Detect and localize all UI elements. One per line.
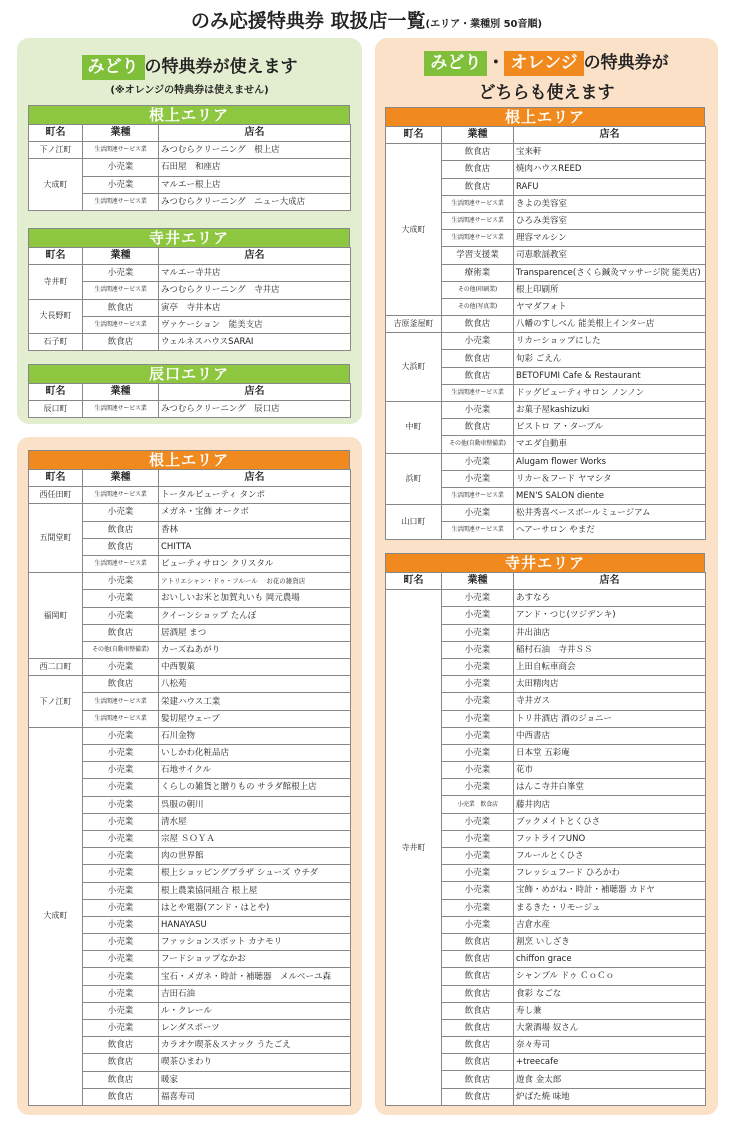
shop-cell: 日本堂 五彩庵 (514, 744, 706, 761)
shop-cell: 根上農業協同組合 根上屋 (159, 882, 351, 899)
type-cell: 療術業 (442, 264, 514, 281)
shop-cell: 藤井肉店 (514, 796, 706, 813)
shop-cell: 居酒屋 まつ (159, 624, 351, 641)
type-cell: 生活関連サービス業 (442, 384, 514, 401)
col-type: 業種 (83, 248, 159, 265)
type-cell: 小売業 (83, 762, 159, 779)
type-cell: 小売業 (442, 590, 514, 607)
type-cell: 小売業 (83, 573, 159, 590)
area-header: 寺井エリア (28, 228, 350, 247)
type-cell: 生活関連サービス業 (83, 282, 159, 299)
shop-cell: MEN'S SALON diente (514, 487, 706, 504)
shop-cell: お菓子屋kashizuki (514, 402, 706, 419)
shop-cell: リカーショップにした (514, 333, 706, 350)
shop-cell: 奈々寿司 (514, 1037, 706, 1054)
shop-cell: トリ井酒店 酒のジョニー (514, 710, 706, 727)
shop-cell: 福喜寿司 (159, 1088, 351, 1105)
shop-cell: 八幡のすしべん 能美根上インター店 (514, 316, 706, 333)
table-row (29, 333, 351, 350)
town-cell: 西二口町 (29, 659, 83, 676)
col-town: 町名 (386, 127, 442, 144)
type-cell: 小売業 (442, 848, 514, 865)
type-cell: 小売業 (442, 779, 514, 796)
shop-cell: 遊食 金太郎 (514, 1071, 706, 1088)
col-shop: 店名 (159, 248, 351, 265)
shop-cell: 呉服の朝川 (159, 796, 351, 813)
type-cell: 飲食店 (442, 350, 514, 367)
shop-cell: 割烹 いしざき (514, 933, 706, 950)
area-header: 辰口エリア (28, 364, 350, 383)
type-cell: 生活関連サービス業 (83, 401, 159, 418)
type-cell: 小売業 飲食店 (442, 796, 514, 813)
type-cell: 飲食店 (442, 985, 514, 1002)
shop-cell: 稲村石油 寺井ＳＳ (514, 641, 706, 658)
shop-sub: お花の雑貨店 (266, 577, 306, 586)
type-cell: その他(自動車整備業) (442, 436, 514, 453)
shop-cell: ドッグビューティサロン ノンノン (514, 384, 706, 401)
shop-cell: Alugam flower Works (514, 453, 706, 470)
shop-cell: マルエー寺井店 (159, 265, 351, 282)
type-cell: 小売業 (442, 333, 514, 350)
shop-cell: 八松苑 (159, 676, 351, 693)
shop-cell: 喫茶ひまわり (159, 1054, 351, 1071)
shop-cell: 石川金物 (159, 727, 351, 744)
type-cell: 飲食店 (442, 1054, 514, 1071)
type-cell: 小売業 (442, 607, 514, 624)
town-cell: 大成町 (29, 727, 83, 1105)
table-row (29, 573, 351, 590)
town-cell: 石子町 (29, 333, 83, 350)
shop-cell: ヴァケーション 能美支店 (159, 316, 351, 333)
shop-cell: 寺井ガス (514, 693, 706, 710)
col-shop: 店名 (514, 573, 706, 590)
type-cell: その他(印刷業) (442, 281, 514, 298)
both-tag-green: みどり (424, 51, 487, 76)
both-heading-text1: の特典券が (583, 53, 669, 73)
col-type: 業種 (83, 125, 159, 142)
town-cell: 下ノ江町 (29, 676, 83, 728)
area-header: 寺井エリア (385, 553, 705, 572)
type-cell: 飲食店 (442, 178, 514, 195)
shop-cell: 中西書店 (514, 727, 706, 744)
type-cell: 生活関連サービス業 (83, 555, 159, 572)
table-row (29, 142, 351, 159)
table-row (29, 504, 351, 521)
shop-cell: リカー＆フード ヤマシタ (514, 470, 706, 487)
type-cell: 飲食店 (442, 951, 514, 968)
shop-cell: 司恵歌謡教室 (514, 247, 706, 264)
shop-cell: ヤマダフォト (514, 298, 706, 315)
shop-cell: まるきた・リモージュ (514, 899, 706, 916)
shop-cell: クイーンショップ たんぼ (159, 607, 351, 624)
table-row (29, 265, 351, 282)
shop-cell: +treecafe (514, 1054, 706, 1071)
both-heading-text2: どちらも使えます (478, 83, 615, 103)
town-cell: 大浜町 (386, 333, 442, 402)
type-cell: 小売業 (83, 830, 159, 847)
shop-cell: マエダ自動車 (514, 436, 706, 453)
type-cell: 小売業 (442, 865, 514, 882)
green-note: (※オレンジの特典券は使えません) (110, 85, 269, 96)
type-cell: 生活関連サービス業 (442, 487, 514, 504)
col-shop: 店名 (159, 125, 351, 142)
area-header: 根上エリア (385, 107, 705, 126)
col-type: 業種 (83, 384, 159, 401)
shop-cell: 吉田石油 (159, 985, 351, 1002)
type-cell: 小売業 (442, 470, 514, 487)
shop-cell: ヘアーサロン やまだ (514, 522, 706, 539)
title-text: のみ応援特典券 取扱店一覧 (190, 10, 426, 32)
town-cell: 浜町 (386, 453, 442, 505)
shop-cell: いしかわ化粧品店 (159, 745, 351, 762)
table-row (29, 487, 351, 504)
shop-cell: はんこ寺井白峯堂 (514, 779, 706, 796)
type-cell: 飲食店 (83, 1037, 159, 1054)
type-cell: 飲食店 (442, 1037, 514, 1054)
town-cell: 寺井町 (29, 265, 83, 299)
shop-cell: フットライフUNO (514, 830, 706, 847)
type-cell: 飲食店 (442, 1002, 514, 1019)
type-cell: 小売業 (442, 658, 514, 675)
shop-cell: 宗屋 ＳＯＹＡ (159, 830, 351, 847)
shop-cell: 上田自転車商会 (514, 658, 706, 675)
type-cell: 生活関連サービス業 (83, 142, 159, 159)
shop-cell: 根上ショッピングプラザ シューズ ウチダ (159, 865, 351, 882)
type-cell: 飲食店 (83, 521, 159, 538)
col-type: 業種 (83, 470, 159, 487)
page-title (0, 6, 733, 33)
type-cell: 飲食店 (442, 933, 514, 950)
shop-cell: 根上印刷所 (514, 281, 706, 298)
col-town: 町名 (29, 248, 83, 265)
both-sep: ・ (487, 53, 505, 73)
shop-cell: 寅亭 寺井本店 (159, 299, 351, 316)
col-town: 町名 (29, 384, 83, 401)
table-row (386, 316, 706, 333)
type-cell: 飲食店 (83, 624, 159, 641)
type-cell: 小売業 (83, 779, 159, 796)
col-type: 業種 (442, 127, 514, 144)
shop-cell: きよの美容室 (514, 195, 706, 212)
shop-cell: 清水屋 (159, 813, 351, 830)
shop-name: アトリエシャン・ドゥ・フルール (161, 577, 258, 586)
type-cell: 小売業 (442, 813, 514, 830)
shop-cell: カラオケ喫茶＆スナック うたごえ (159, 1037, 351, 1054)
shop-cell: みつむらクリーニング ニュー大成店 (159, 193, 351, 210)
town-cell: 吉原釜屋町 (386, 316, 442, 333)
type-cell: 飲食店 (83, 333, 159, 350)
shop-cell: 栄建ハウス工業 (159, 693, 351, 710)
shop-cell: 太田精肉店 (514, 676, 706, 693)
shop-cell (159, 573, 351, 590)
shop-cell: 焼肉ハウスREED (514, 161, 706, 178)
shop-cell: フルールとくひさ (514, 848, 706, 865)
both-terai-table (385, 553, 705, 1106)
type-cell: 小売業 (83, 745, 159, 762)
shop-cell: 暖家 (159, 1071, 351, 1088)
type-cell: 小売業 (442, 505, 514, 522)
type-cell: 小売業 (83, 865, 159, 882)
shop-cell: カーズねあがり (159, 641, 351, 658)
type-cell: 小売業 (83, 727, 159, 744)
town-cell: 大成町 (386, 144, 442, 316)
shop-cell: フレッシュフード ひろかわ (514, 865, 706, 882)
type-cell: 小売業 (442, 710, 514, 727)
type-cell: 小売業 (83, 796, 159, 813)
shop-cell: ひろみ美容室 (514, 212, 706, 229)
type-cell: 小売業 (442, 744, 514, 761)
table-row (386, 590, 706, 607)
table-row (386, 402, 706, 419)
type-cell: 小売業 (83, 882, 159, 899)
town-cell: 五間堂町 (29, 504, 83, 573)
type-cell: 小売業 (83, 848, 159, 865)
shop-cell: 宝石・メガネ・時計・補聴器 メルベーユ森 (159, 968, 351, 985)
table-row (386, 505, 706, 522)
type-cell: 飲食店 (442, 144, 514, 161)
type-cell: 飲食店 (442, 161, 514, 178)
shop-cell: 吉倉水産 (514, 916, 706, 933)
type-cell: 生活関連サービス業 (442, 212, 514, 229)
shop-cell: メガネ・宝飾 オークボ (159, 504, 351, 521)
shop-cell: みつむらクリーニング 寺井店 (159, 282, 351, 299)
type-cell: 小売業 (83, 985, 159, 1002)
type-cell: 生活関連サービス業 (83, 487, 159, 504)
type-cell: 飲食店 (442, 968, 514, 985)
shop-cell: みつむらクリーニング 根上店 (159, 142, 351, 159)
shop-cell: 大衆酒場 奴さん (514, 1019, 706, 1036)
type-cell: 生活関連サービス業 (442, 522, 514, 539)
town-cell: 大長野町 (29, 299, 83, 333)
shop-cell: 井出油店 (514, 624, 706, 641)
shop-cell: Transparence(さくら鍼灸マッサージ院 能美店) (514, 264, 706, 281)
type-cell: 小売業 (83, 659, 159, 676)
type-cell: 小売業 (83, 607, 159, 624)
shop-cell: ブックメイトとくひさ (514, 813, 706, 830)
type-cell: 小売業 (83, 159, 159, 176)
area-header: 根上エリア (28, 450, 350, 469)
col-town: 町名 (29, 470, 83, 487)
shop-cell: 石地サイクル (159, 762, 351, 779)
type-cell: 小売業 (442, 693, 514, 710)
type-cell: 小売業 (83, 813, 159, 830)
shop-cell: BETOFUMI Cafe & Restaurant (514, 367, 706, 384)
type-cell: 小売業 (442, 916, 514, 933)
type-cell: 飲食店 (442, 1088, 514, 1105)
table-row (29, 659, 351, 676)
table-row (386, 453, 706, 470)
town-cell: 大成町 (29, 159, 83, 211)
type-cell: 飲食店 (83, 299, 159, 316)
green-tag: みどり (82, 55, 145, 80)
shop-cell: 旬彩 ごえん (514, 350, 706, 367)
both-nezu-table (385, 107, 705, 540)
shop-cell: RAFU (514, 178, 706, 195)
town-cell: 西任田町 (29, 487, 83, 504)
type-cell: 小売業 (442, 762, 514, 779)
type-cell: 生活関連サービス業 (442, 195, 514, 212)
shop-cell: フードショップなかお (159, 951, 351, 968)
shop-cell: 理容マルシン (514, 230, 706, 247)
type-cell: 生活関連サービス業 (83, 710, 159, 727)
shop-cell: ファッションスポット カナモリ (159, 934, 351, 951)
town-cell: 下ノ江町 (29, 142, 83, 159)
shop-cell: ル・クレール (159, 1002, 351, 1019)
town-cell: 山口町 (386, 505, 442, 539)
type-cell: 小売業 (83, 1002, 159, 1019)
type-cell: 小売業 (83, 968, 159, 985)
col-shop: 店名 (514, 127, 706, 144)
shop-cell: おいしいお米と加賀丸いも 岡元農場 (159, 590, 351, 607)
type-cell: 飲食店 (442, 316, 514, 333)
both-heading (375, 48, 718, 76)
shop-cell: みつむらクリーニング 辰口店 (159, 401, 351, 418)
type-cell: 小売業 (83, 176, 159, 193)
type-cell: 小売業 (442, 453, 514, 470)
type-cell: 小売業 (442, 402, 514, 419)
shop-cell: HANAYASU (159, 916, 351, 933)
col-shop: 店名 (159, 384, 351, 401)
orange-nezu-table (28, 450, 350, 1106)
type-cell: 小売業 (83, 916, 159, 933)
type-cell: 生活関連サービス業 (83, 693, 159, 710)
shop-cell: くらしの雑貨と贈りもの サラダ館根上店 (159, 779, 351, 796)
type-cell: 小売業 (83, 934, 159, 951)
type-cell: 小売業 (442, 830, 514, 847)
table-row (29, 401, 351, 418)
type-cell: 飲食店 (442, 1071, 514, 1088)
green-terai-table (28, 228, 350, 351)
type-cell: 飲食店 (83, 1071, 159, 1088)
town-cell: 寺井町 (386, 590, 442, 1106)
shop-cell: レンダスポーツ (159, 1020, 351, 1037)
col-town: 町名 (29, 125, 83, 142)
type-cell: 小売業 (442, 624, 514, 641)
town-cell: 辰口町 (29, 401, 83, 418)
type-cell: 飲食店 (442, 367, 514, 384)
shop-cell: CHITTA (159, 538, 351, 555)
shop-cell: 宝飾・めがね・時計・補聴器 カドヤ (514, 882, 706, 899)
both-tag-orange: オレンジ (504, 51, 583, 76)
type-cell: 生活関連サービス業 (83, 316, 159, 333)
shop-cell: はとや電器(アンド・はとや) (159, 899, 351, 916)
type-cell: 小売業 (83, 951, 159, 968)
shop-cell: 香林 (159, 521, 351, 538)
green-heading-text: の特典券が使えます (144, 57, 298, 77)
shop-cell: シャンブル ドゥ ＣｏＣｏ (514, 968, 706, 985)
shop-cell: 寿し兼 (514, 1002, 706, 1019)
shop-cell: アンド・つじ(ツジデンキ) (514, 607, 706, 624)
shop-cell: あすなろ (514, 590, 706, 607)
shop-cell: ビューティサロン クリスタル (159, 555, 351, 572)
shop-cell: 食彩 なごな (514, 985, 706, 1002)
shop-cell: 肉の世界館 (159, 848, 351, 865)
shop-cell: 中西製菓 (159, 659, 351, 676)
table-row (386, 333, 706, 350)
green-heading (17, 52, 362, 80)
shop-cell: 石田屋 和座店 (159, 159, 351, 176)
area-header: 根上エリア (28, 105, 350, 124)
type-cell: その他(写真業) (442, 298, 514, 315)
green-tatsu-table (28, 364, 350, 418)
table-row (29, 299, 351, 316)
town-cell: 福岡町 (29, 573, 83, 659)
type-cell: 小売業 (442, 727, 514, 744)
shop-cell: chiffon grace (514, 951, 706, 968)
green-nezu-table (28, 105, 350, 211)
type-cell: 飲食店 (442, 419, 514, 436)
type-cell: 小売業 (83, 504, 159, 521)
type-cell: 小売業 (442, 641, 514, 658)
town-cell: 中町 (386, 402, 442, 454)
type-cell: 学習支援業 (442, 247, 514, 264)
type-cell: 飲食店 (442, 1019, 514, 1036)
shop-cell: 松井秀喜ベースボールミュージアム (514, 505, 706, 522)
table-row (29, 676, 351, 693)
table-row (29, 727, 351, 744)
type-cell: 生活関連サービス業 (442, 230, 514, 247)
shop-cell: ビストロ ア・ターブル (514, 419, 706, 436)
type-cell: 小売業 (442, 899, 514, 916)
shop-cell: 宝来軒 (514, 144, 706, 161)
type-cell: 小売業 (442, 676, 514, 693)
col-shop: 店名 (159, 470, 351, 487)
type-cell: 小売業 (83, 899, 159, 916)
col-town: 町名 (386, 573, 442, 590)
type-cell: 飲食店 (83, 1088, 159, 1105)
type-cell: 飲食店 (83, 676, 159, 693)
shop-cell: マルエー根上店 (159, 176, 351, 193)
shop-cell: 花市 (514, 762, 706, 779)
type-cell: 飲食店 (83, 538, 159, 555)
col-type: 業種 (442, 573, 514, 590)
type-cell: 小売業 (83, 1020, 159, 1037)
shop-cell: トータルビューティ タンポ (159, 487, 351, 504)
shop-cell: 髪切屋ウェーブ (159, 710, 351, 727)
type-cell: 小売業 (83, 265, 159, 282)
table-row (29, 159, 351, 176)
type-cell: その他(自動車整備業) (83, 641, 159, 658)
shop-cell: 炉ばた焼 味地 (514, 1088, 706, 1105)
table-row (386, 144, 706, 161)
type-cell: 小売業 (83, 590, 159, 607)
title-note: (エリア・業種別 50音順) (425, 19, 543, 30)
type-cell: 生活関連サービス業 (83, 193, 159, 210)
type-cell: 小売業 (442, 882, 514, 899)
shop-cell: ウェルネスハウスSARAI (159, 333, 351, 350)
type-cell: 飲食店 (83, 1054, 159, 1071)
